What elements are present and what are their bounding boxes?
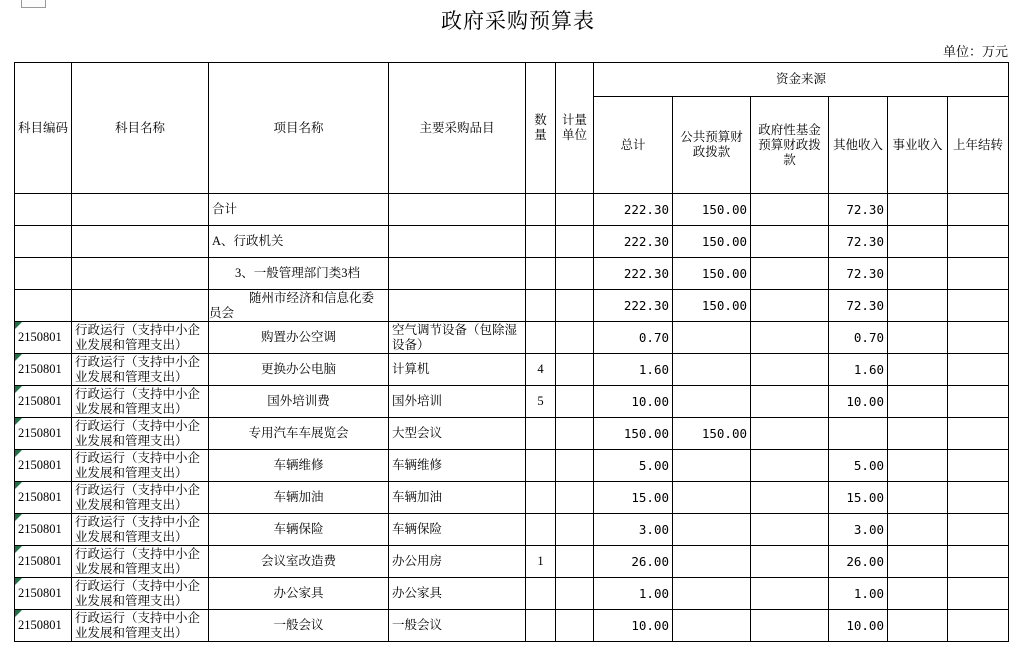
cell-subject-name[interactable]: 行政运行（支持中小企业发展和管理支出） bbox=[72, 482, 209, 514]
cell-procurement-item[interactable] bbox=[389, 290, 526, 322]
cell-public-budget[interactable]: 150.00 bbox=[673, 418, 751, 450]
cell-quantity[interactable] bbox=[526, 482, 556, 514]
cell-business-income[interactable] bbox=[888, 290, 948, 322]
cell-gov-fund[interactable] bbox=[751, 258, 829, 290]
cell-carryover[interactable] bbox=[948, 258, 1009, 290]
cell-public-budget[interactable] bbox=[673, 514, 751, 546]
cell-subject-code[interactable]: 2150801 bbox=[15, 386, 72, 418]
cell-gov-fund[interactable] bbox=[751, 482, 829, 514]
table-row bbox=[15, 514, 1009, 546]
cell-total[interactable]: 222.30 bbox=[594, 258, 673, 290]
cell-total[interactable]: 222.30 bbox=[594, 194, 673, 226]
cell-carryover[interactable] bbox=[948, 194, 1009, 226]
cell-unit[interactable] bbox=[556, 194, 594, 226]
cell-unit[interactable] bbox=[556, 514, 594, 546]
cell-procurement-item[interactable]: 空气调节设备（包除湿设备） bbox=[389, 322, 526, 354]
cell-carryover[interactable] bbox=[948, 322, 1009, 354]
cell-carryover[interactable] bbox=[948, 354, 1009, 386]
header-total[interactable]: 总计 bbox=[594, 97, 673, 194]
cell-flag-triangle-icon bbox=[15, 546, 22, 553]
table-row bbox=[15, 418, 1009, 450]
cell-business-income[interactable] bbox=[888, 514, 948, 546]
cell-project-name[interactable]: 会议室改造费 bbox=[209, 546, 389, 578]
cell-carryover[interactable] bbox=[948, 514, 1009, 546]
cell-business-income[interactable] bbox=[888, 578, 948, 610]
cell-quantity[interactable] bbox=[526, 322, 556, 354]
cell-public-budget[interactable]: 150.00 bbox=[673, 226, 751, 258]
cell-procurement-item[interactable] bbox=[389, 194, 526, 226]
header-quantity[interactable]: 数量 bbox=[526, 63, 556, 194]
cell-project-name[interactable]: 购置办公空调 bbox=[209, 322, 389, 354]
cell-subject-name[interactable]: 行政运行（支持中小企业发展和管理支出） bbox=[72, 546, 209, 578]
cell-flag-triangle-icon bbox=[15, 322, 22, 329]
cell-procurement-item[interactable]: 车辆维修 bbox=[389, 450, 526, 482]
cell-quantity[interactable] bbox=[526, 194, 556, 226]
cell-procurement-item[interactable]: 计算机 bbox=[389, 354, 526, 386]
cell-gov-fund[interactable] bbox=[751, 450, 829, 482]
cell-flag-triangle-icon bbox=[15, 514, 22, 521]
cell-business-income[interactable] bbox=[888, 482, 948, 514]
cell-subject-code[interactable]: 2150801 bbox=[15, 418, 72, 450]
cell-gov-fund[interactable] bbox=[751, 354, 829, 386]
cell-total[interactable]: 1.00 bbox=[594, 578, 673, 610]
cell-other-income[interactable]: 72.30 bbox=[829, 226, 888, 258]
header-other-income[interactable]: 其他收入 bbox=[829, 97, 888, 194]
cell-subject-code[interactable]: 2150801 bbox=[15, 546, 72, 578]
cell-unit[interactable] bbox=[556, 610, 594, 642]
cell-business-income[interactable] bbox=[888, 194, 948, 226]
cell-other-income[interactable]: 3.00 bbox=[829, 514, 888, 546]
cell-business-income[interactable] bbox=[888, 226, 948, 258]
cell-unit[interactable] bbox=[556, 354, 594, 386]
budget-table bbox=[14, 62, 1009, 642]
cell-quantity[interactable]: 5 bbox=[526, 386, 556, 418]
cell-public-budget[interactable] bbox=[673, 482, 751, 514]
header-subject-name[interactable]: 科目名称 bbox=[72, 63, 209, 194]
cell-quantity[interactable] bbox=[526, 514, 556, 546]
cell-project-name[interactable]: 国外培训费 bbox=[209, 386, 389, 418]
cell-subject-name[interactable] bbox=[72, 226, 209, 258]
cell-project-name[interactable]: 车辆加油 bbox=[209, 482, 389, 514]
cell-other-income[interactable]: 15.00 bbox=[829, 482, 888, 514]
unit-label: 单位：万元 bbox=[942, 44, 1008, 59]
cell-business-income[interactable] bbox=[888, 322, 948, 354]
cell-public-budget[interactable]: 150.00 bbox=[673, 194, 751, 226]
cell-procurement-item[interactable]: 车辆保险 bbox=[389, 514, 526, 546]
cell-carryover[interactable] bbox=[948, 610, 1009, 642]
cell-public-budget[interactable] bbox=[673, 546, 751, 578]
cell-flag-triangle-icon bbox=[15, 418, 22, 425]
cell-subject-code[interactable]: 2150801 bbox=[15, 322, 72, 354]
header-business-income[interactable]: 事业收入 bbox=[888, 97, 948, 194]
cell-flag-triangle-icon bbox=[15, 578, 22, 585]
cell-total[interactable]: 10.00 bbox=[594, 610, 673, 642]
table-row bbox=[15, 194, 1009, 226]
cell-carryover[interactable] bbox=[948, 418, 1009, 450]
cell-procurement-item[interactable]: 办公家具 bbox=[389, 578, 526, 610]
cell-quantity[interactable] bbox=[526, 258, 556, 290]
cell-gov-fund[interactable] bbox=[751, 418, 829, 450]
cell-subject-name[interactable]: 行政运行（支持中小企业发展和管理支出） bbox=[72, 322, 209, 354]
cell-business-income[interactable] bbox=[888, 450, 948, 482]
cell-other-income[interactable]: 10.00 bbox=[829, 610, 888, 642]
cell-subject-code[interactable] bbox=[15, 258, 72, 290]
cell-subject-name[interactable]: 行政运行（支持中小企业发展和管理支出） bbox=[72, 578, 209, 610]
cell-gov-fund[interactable] bbox=[751, 546, 829, 578]
cell-other-income[interactable]: 26.00 bbox=[829, 546, 888, 578]
cell-procurement-item[interactable]: 车辆加油 bbox=[389, 482, 526, 514]
cell-other-income[interactable] bbox=[829, 418, 888, 450]
cell-total[interactable]: 0.70 bbox=[594, 322, 673, 354]
page-title: 政府采购预算表 bbox=[441, 9, 595, 33]
cell-subject-name[interactable]: 行政运行（支持中小企业发展和管理支出） bbox=[72, 354, 209, 386]
cell-public-budget[interactable] bbox=[673, 386, 751, 418]
cell-total[interactable]: 15.00 bbox=[594, 482, 673, 514]
cell-project-name[interactable]: 合计 bbox=[209, 194, 389, 226]
cell-total[interactable]: 5.00 bbox=[594, 450, 673, 482]
table-row bbox=[15, 450, 1009, 482]
cell-unit[interactable] bbox=[556, 482, 594, 514]
cell-project-name[interactable]: 随州市经济和信息化委员会 bbox=[209, 290, 389, 322]
cell-subject-name[interactable]: 行政运行（支持中小企业发展和管理支出） bbox=[72, 386, 209, 418]
cell-subject-code[interactable] bbox=[15, 226, 72, 258]
cell-business-income[interactable] bbox=[888, 418, 948, 450]
cell-other-income[interactable]: 1.60 bbox=[829, 354, 888, 386]
cell-business-income[interactable] bbox=[888, 610, 948, 642]
cell-subject-name[interactable]: 行政运行（支持中小企业发展和管理支出） bbox=[72, 514, 209, 546]
table-row bbox=[15, 258, 1009, 290]
table-row bbox=[15, 386, 1009, 418]
cell-gov-fund[interactable] bbox=[751, 514, 829, 546]
cell-public-budget[interactable] bbox=[673, 354, 751, 386]
cell-carryover[interactable] bbox=[948, 546, 1009, 578]
cell-public-budget[interactable]: 150.00 bbox=[673, 290, 751, 322]
cell-subject-code[interactable]: 2150801 bbox=[15, 354, 72, 386]
table-row bbox=[15, 610, 1009, 642]
cell-gov-fund[interactable] bbox=[751, 386, 829, 418]
table-row bbox=[15, 226, 1009, 258]
cell-public-budget[interactable] bbox=[673, 322, 751, 354]
table-row bbox=[15, 354, 1009, 386]
cell-carryover[interactable] bbox=[948, 450, 1009, 482]
cell-subject-name[interactable]: 行政运行（支持中小企业发展和管理支出） bbox=[72, 418, 209, 450]
cell-flag-triangle-icon bbox=[15, 610, 22, 617]
cell-project-name[interactable]: 3、一般管理部门类3档 bbox=[209, 258, 389, 290]
cell-quantity[interactable] bbox=[526, 418, 556, 450]
cell-unit[interactable] bbox=[556, 546, 594, 578]
cell-public-budget[interactable]: 150.00 bbox=[673, 258, 751, 290]
cell-total[interactable]: 26.00 bbox=[594, 546, 673, 578]
cell-unit[interactable] bbox=[556, 450, 594, 482]
cell-procurement-item[interactable]: 大型会议 bbox=[389, 418, 526, 450]
cell-gov-fund[interactable] bbox=[751, 322, 829, 354]
cell-business-income[interactable] bbox=[888, 386, 948, 418]
cell-other-income[interactable]: 5.00 bbox=[829, 450, 888, 482]
cell-subject-code[interactable]: 2150801 bbox=[15, 610, 72, 642]
cell-procurement-item[interactable]: 一般会议 bbox=[389, 610, 526, 642]
cell-public-budget[interactable] bbox=[673, 610, 751, 642]
cell-public-budget[interactable] bbox=[673, 578, 751, 610]
cell-project-name[interactable]: 一般会议 bbox=[209, 610, 389, 642]
header-project-name[interactable]: 项目名称 bbox=[209, 63, 389, 194]
cell-other-income[interactable]: 72.30 bbox=[829, 194, 888, 226]
cell-subject-name[interactable]: 行政运行（支持中小企业发展和管理支出） bbox=[72, 450, 209, 482]
cell-business-income[interactable] bbox=[888, 546, 948, 578]
cell-project-name[interactable]: 办公家具 bbox=[209, 578, 389, 610]
cell-other-income[interactable]: 1.00 bbox=[829, 578, 888, 610]
cell-quantity[interactable] bbox=[526, 290, 556, 322]
cell-other-income[interactable]: 72.30 bbox=[829, 290, 888, 322]
cell-unit[interactable] bbox=[556, 258, 594, 290]
cell-flag-triangle-icon bbox=[15, 482, 22, 489]
cell-project-name[interactable]: 车辆维修 bbox=[209, 450, 389, 482]
header-funding-source[interactable]: 资金来源 bbox=[594, 63, 1009, 97]
cell-total[interactable]: 10.00 bbox=[594, 386, 673, 418]
cell-unit[interactable] bbox=[556, 418, 594, 450]
cell-quantity[interactable] bbox=[526, 450, 556, 482]
cell-flag-triangle-icon bbox=[15, 450, 22, 457]
cell-unit[interactable] bbox=[556, 386, 594, 418]
cell-gov-fund[interactable] bbox=[751, 226, 829, 258]
cell-carryover[interactable] bbox=[948, 386, 1009, 418]
cell-flag-triangle-icon bbox=[15, 386, 22, 393]
table-row bbox=[15, 290, 1009, 322]
cell-total[interactable]: 150.00 bbox=[594, 418, 673, 450]
cell-project-name[interactable]: 车辆保险 bbox=[209, 514, 389, 546]
cell-other-income[interactable]: 10.00 bbox=[829, 386, 888, 418]
cell-unit[interactable] bbox=[556, 290, 594, 322]
cell-other-income[interactable]: 0.70 bbox=[829, 322, 888, 354]
header-subject-code[interactable]: 科目编码 bbox=[15, 63, 72, 194]
cell-subject-name[interactable] bbox=[72, 290, 209, 322]
cell-subject-code[interactable]: 2150801 bbox=[15, 578, 72, 610]
header-gov-fund[interactable]: 政府性基金预算财政拨款 bbox=[751, 97, 829, 194]
cell-business-income[interactable] bbox=[888, 354, 948, 386]
cell-carryover[interactable] bbox=[948, 482, 1009, 514]
header-carryover[interactable]: 上年结转 bbox=[948, 97, 1009, 194]
cell-quantity[interactable]: 4 bbox=[526, 354, 556, 386]
cell-procurement-item[interactable]: 办公用房 bbox=[389, 546, 526, 578]
cell-procurement-item[interactable]: 国外培训 bbox=[389, 386, 526, 418]
cell-total[interactable]: 1.60 bbox=[594, 354, 673, 386]
cell-procurement-item[interactable] bbox=[389, 226, 526, 258]
cell-subject-name[interactable] bbox=[72, 194, 209, 226]
cell-carryover[interactable] bbox=[948, 578, 1009, 610]
cell-other-income[interactable]: 72.30 bbox=[829, 258, 888, 290]
header-procurement-items[interactable]: 主要采购品目 bbox=[389, 63, 526, 194]
cell-gov-fund[interactable] bbox=[751, 578, 829, 610]
cell-subject-name[interactable]: 行政运行（支持中小企业发展和管理支出） bbox=[72, 610, 209, 642]
cell-procurement-item[interactable] bbox=[389, 258, 526, 290]
cell-gov-fund[interactable] bbox=[751, 290, 829, 322]
cell-total[interactable]: 3.00 bbox=[594, 514, 673, 546]
cell-subject-code[interactable]: 2150801 bbox=[15, 514, 72, 546]
table-row bbox=[15, 322, 1009, 354]
cell-public-budget[interactable] bbox=[673, 450, 751, 482]
cell-quantity[interactable] bbox=[526, 610, 556, 642]
cell-business-income[interactable] bbox=[888, 258, 948, 290]
cell-total[interactable]: 222.30 bbox=[594, 290, 673, 322]
table-row bbox=[15, 546, 1009, 578]
cell-subject-code[interactable] bbox=[15, 290, 72, 322]
cell-project-name[interactable]: A、行政机关 bbox=[209, 226, 389, 258]
cell-subject-code[interactable]: 2150801 bbox=[15, 450, 72, 482]
cell-project-name[interactable]: 专用汽车车展览会 bbox=[209, 418, 389, 450]
cell-quantity[interactable] bbox=[526, 578, 556, 610]
header-unit[interactable]: 计量单位 bbox=[556, 63, 594, 194]
cell-total[interactable]: 222.30 bbox=[594, 226, 673, 258]
cell-subject-code[interactable]: 2150801 bbox=[15, 482, 72, 514]
cell-gov-fund[interactable] bbox=[751, 194, 829, 226]
cell-unit[interactable] bbox=[556, 322, 594, 354]
cell-unit[interactable] bbox=[556, 578, 594, 610]
cell-quantity[interactable] bbox=[526, 226, 556, 258]
cell-project-name[interactable]: 更换办公电脑 bbox=[209, 354, 389, 386]
table-row bbox=[15, 578, 1009, 610]
cell-subject-name[interactable] bbox=[72, 258, 209, 290]
cell-unit[interactable] bbox=[556, 226, 594, 258]
cell-quantity[interactable]: 1 bbox=[526, 546, 556, 578]
cell-gov-fund[interactable] bbox=[751, 610, 829, 642]
table-row bbox=[15, 482, 1009, 514]
cell-flag-triangle-icon bbox=[15, 354, 22, 361]
header-public-budget[interactable]: 公共预算财政拨款 bbox=[673, 97, 751, 194]
cell-carryover[interactable] bbox=[948, 290, 1009, 322]
cell-carryover[interactable] bbox=[948, 226, 1009, 258]
cell-subject-code[interactable] bbox=[15, 194, 72, 226]
